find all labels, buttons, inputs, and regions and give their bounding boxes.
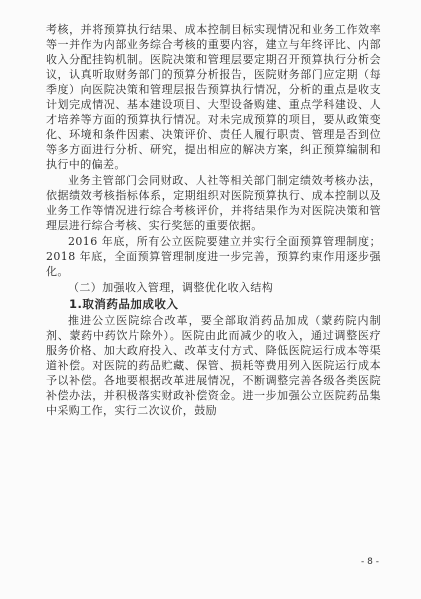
paragraph-budget-analysis: 考核，并将预算执行结果、成本控制目标实现情况和业务工作效率等一并作为内部业务综合考核的重要内容，建立与年终评比、内部收入分配挂钩机制。医院决策和管理层要定期召开预算执行分析会议，认真听取财务部门的预算分析报告，医院财务部门应定期（每季度）向医院决策和管理层报告预算执行情况，分析的重点是收支计划完成情况、基本建设项目、大型设备购建、重点学科建设、人才培养等方面的预算执行情况。对未完成预算的项目，要从政策变化、环境和条件因素、决策评价、责任人履行职责、管理是否到位等多方面进行分析、研究，提出相应的解决方案，纠正预算编制和执行中的偏差。	[46, 23, 381, 171]
subsection-heading: 1.取消药品加成收入	[69, 297, 179, 311]
paragraph-performance-assessment: 业务主管部门会同财政、人社等相关部门制定绩效考核办法，依据绩效考核指标体系，定期组织对医院预算执行、成本控制以及业务工作等情况进行综合考核评价，并将结果作为对医院决策和管理层进行综合考核、实行奖惩的重要依据。	[46, 174, 381, 232]
paragraph-drug-markup: 推进公立医院综合改革，要全部取消药品加成（蒙药院内制剂、蒙药中药饮片除外）。医院由此而减少的收入，通过调整医疗服务价格、加大政府投入、改革支付方式、降低医院运行成本等渠道补偿。对医院的药品贮藏、保管、损耗等费用列入医院运行成本予以补偿。各地要根据改革进展情况，不断调整完善各级各类医院补偿办法，并积极落实财政补偿资金。进一步加强公立医院药品集中采购工作，实行二次议价，鼓励	[46, 314, 381, 417]
section-heading: （二）加强收入管理，调整优化收入结构	[68, 281, 274, 294]
page-number: - 8 -	[361, 557, 379, 567]
paragraph-deadline: 2016 年底，所有公立医院要建立并实行全面预算管理制度；2018 年底，全面预算管理制度进一步完善，预算约束作用逐步强化。	[46, 235, 381, 278]
